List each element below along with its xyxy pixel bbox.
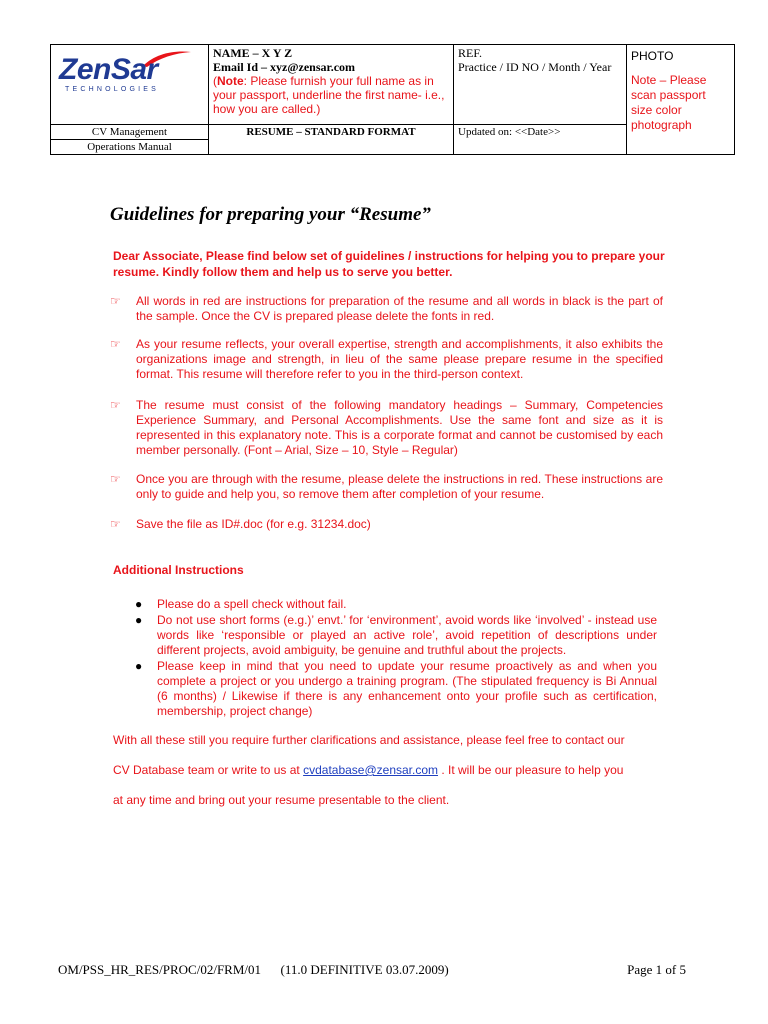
intro-text: Dear Associate, Please find below set of guidelines / instructions for helping you to prepare your resume. Kindly follow them and help us to serve you better.: [113, 249, 665, 279]
email-line: [213, 60, 449, 74]
company-subtitle: TECHNOLOGIES: [65, 86, 160, 93]
ref-value: Practice / ID NO / Month / Year: [458, 60, 612, 74]
document-header-table: [50, 44, 735, 155]
pointing-hand-icon: ☞: [110, 294, 121, 308]
closing-line-3: at any time and bring out your resume presentable to the client.: [113, 793, 450, 807]
guideline-item: [110, 472, 663, 502]
updated-on-cell: Updated on: <<Date>>: [454, 125, 627, 155]
footer-doc-code: [58, 962, 449, 978]
note-text: : Please furnish your full name as in your passport, underline the first name- i.e., how you are called.): [213, 74, 445, 116]
additional-text: Do not use short forms (e.g.)’ envt.’ for ‘environment’, avoid words like ‘involved’ - instead use words like ‘responsible or played an active role’, avoid repetition of descriptions under different projects, avoid ambiguity, be genuine and truthful about the projects.: [157, 613, 657, 657]
photo-label: PHOTO: [631, 49, 674, 63]
closing-pre: CV Database team or write to us at: [113, 763, 304, 777]
pointing-hand-icon: ☞: [110, 517, 121, 531]
logo-cell: [51, 45, 209, 125]
additional-text: Please do a spell check without fail.: [157, 597, 347, 611]
guideline-text: Once you are through with the resume, please delete the instructions in red. These instructions are only to guide and help you, so remove them after completion of your resume.: [136, 472, 663, 501]
additional-instructions-heading: Additional Instructions: [113, 563, 244, 577]
photo-cell: [627, 45, 735, 155]
resume-format-cell: RESUME – STANDARD FORMAT: [209, 125, 454, 155]
closing-post: . It will be our pleasure to help you: [438, 763, 624, 777]
note-label: Note: [217, 74, 244, 88]
page-number: Page 1 of 5: [627, 962, 686, 977]
bullet-dot-icon: ●: [135, 659, 143, 673]
name-cell: [209, 45, 454, 125]
guideline-item: [110, 294, 663, 324]
additional-item: [135, 597, 657, 612]
additional-item: [135, 659, 657, 719]
closing-line-2: [113, 763, 623, 777]
pointing-hand-icon: ☞: [110, 472, 121, 486]
name-line: NAME – X Y Z: [213, 46, 293, 60]
doc-version: (11.0 DEFINITIVE 03.07.2009): [280, 962, 449, 977]
ref-cell: [454, 45, 627, 125]
name-note: [213, 74, 449, 116]
note-open: (: [213, 74, 217, 88]
photo-note: Note – Please scan passport size color photograph: [631, 73, 707, 132]
email-label: Email Id –: [213, 60, 271, 74]
guideline-text: As your resume reflects, your overall expertise, strength and accomplishments, it also exhibits the organizations image and strength, in lieu of the same please prepare resume in the specified format. This resume will therefore refer to you in the third-person context.: [136, 337, 663, 381]
company-logo: [57, 53, 197, 97]
cvdatabase-email-link[interactable]: cvdatabase@zensar.com: [303, 763, 439, 777]
ref-label: REF.: [458, 46, 483, 60]
closing-line-1: With all these still you require further clarifications and assistance, please feel free to contact our: [113, 733, 625, 747]
operations-manual-cell: Operations Manual: [51, 140, 209, 155]
guideline-item: [110, 517, 663, 532]
additional-item: [135, 613, 657, 658]
guideline-text: Save the file as ID#.doc (for e.g. 31234.doc): [136, 517, 371, 531]
bullet-dot-icon: ●: [135, 613, 143, 627]
pointing-hand-icon: ☞: [110, 337, 121, 351]
guideline-text: The resume must consist of the following mandatory headings – Summary, Competencies Experience Summary, and Personal Accomplishments. Use the same font and size as it is represented in this explanatory note. This is a corporate format and cannot be customised by each member personally. (Font – Arial, Size – 10, Style – Regular): [136, 398, 663, 457]
guideline-item: [110, 337, 663, 382]
bullet-dot-icon: ●: [135, 597, 143, 611]
cv-management-cell: CV Management: [51, 125, 209, 140]
page-title: Guidelines for preparing your “Resume”: [110, 204, 431, 225]
doc-code: OM/PSS_HR_RES/PROC/02/FRM/01: [58, 962, 262, 977]
additional-text: Please keep in mind that you need to update your resume proactively as and when you complete a project or you undergo a training program. (The stipulated frequency is Bi Annual (6 months) / Likewise if there is any enhancement onto your profile such as certification, membership, project change): [157, 659, 657, 718]
company-name: ZenSar: [59, 53, 158, 86]
pointing-hand-icon: ☞: [110, 398, 121, 412]
email-value: xyz@zensar.com: [270, 60, 356, 74]
guideline-text: All words in red are instructions for preparation of the resume and all words in black is the part of the sample. Once the CV is prepared please delete the fonts in red.: [136, 294, 663, 323]
guideline-item: [110, 398, 663, 458]
